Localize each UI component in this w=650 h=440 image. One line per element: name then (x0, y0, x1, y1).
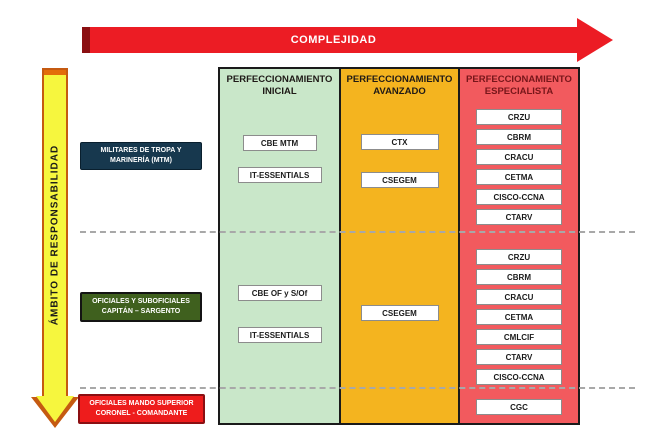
course-box: CBRM (476, 129, 562, 145)
column-header-line1: PERFECCIONAMIENTO (466, 74, 572, 85)
course-box-it-essentials-mtm: IT-ESSENTIALS (238, 167, 322, 183)
row-label-line1: OFICIALES MANDO SUPERIOR (89, 399, 194, 407)
responsibility-arrow (42, 68, 68, 400)
course-box: CETMA (476, 169, 562, 185)
row-label-mtm (80, 142, 202, 170)
complexity-arrow-head-icon (577, 18, 613, 62)
column-perfeccionamiento-avanzado (341, 69, 460, 423)
complexity-arrow-label: COMPLEJIDAD (290, 34, 377, 46)
row-label-line2: CORONEL - COMANDANTE (95, 410, 188, 417)
course-box-ctx: CTX (361, 134, 439, 150)
responsibility-arrow-head-fill (36, 396, 74, 422)
row-label-mando-superior (78, 394, 205, 424)
course-box: CISCO-CCNA (476, 369, 562, 385)
course-box: CISCO-CCNA (476, 189, 562, 205)
course-box: CMLCIF (476, 329, 562, 345)
course-box-cbe-mtm: CBE MTM (243, 135, 317, 151)
column-header-avanzado (341, 74, 458, 99)
course-box-csegem-mtm: CSEGEM (361, 172, 439, 188)
row-separator-dashed (80, 231, 635, 233)
course-box: CTARV (476, 349, 562, 365)
complexity-arrow-tail (82, 27, 90, 53)
course-box-cbe-of: CBE OF y S/Of (238, 285, 322, 301)
training-matrix (218, 67, 580, 425)
column-header-line2: ESPECIALISTA (484, 86, 554, 98)
row-label-line1: MILITARES DE TROPA Y (100, 146, 182, 154)
course-box: CRACU (476, 289, 562, 305)
column-header-inicial (220, 74, 339, 99)
complexity-arrow (90, 27, 577, 53)
row-label-line2: MARINERÍA (MTM) (110, 157, 172, 164)
course-box: CBRM (476, 269, 562, 285)
column-header-line1: PERFECCIONAMIENTO (226, 74, 333, 85)
responsibility-arrow-label: ÁMBITO DE RESPONSABILIDAD (49, 144, 61, 326)
row-separator-dashed (80, 387, 635, 389)
column-header-line2: AVANZADO (373, 86, 426, 98)
course-box: CTARV (476, 209, 562, 225)
column-header-line1: PERFECCIONAMIENTO (346, 74, 453, 85)
course-box: CETMA (476, 309, 562, 325)
course-box-it-essentials-oficiales: IT-ESSENTIALS (238, 327, 322, 343)
column-perfeccionamiento-inicial (220, 69, 341, 423)
row-label-line1: OFICIALES Y SUBOFICIALES (92, 297, 190, 305)
row-label-oficiales-suboficiales (80, 292, 202, 322)
responsibility-arrow-cap (44, 70, 66, 75)
column-perfeccionamiento-especialista (460, 69, 578, 423)
course-box-csegem-oficiales: CSEGEM (361, 305, 439, 321)
course-box-cgc: CGC (476, 399, 562, 415)
course-box: CRACU (476, 149, 562, 165)
row-label-line2: CAPITÁN – SARGENTO (101, 308, 181, 315)
column-header-line2: INICIAL (262, 86, 297, 98)
course-box: CRZU (476, 109, 562, 125)
column-header-especialista (460, 74, 578, 99)
course-box: CRZU (476, 249, 562, 265)
